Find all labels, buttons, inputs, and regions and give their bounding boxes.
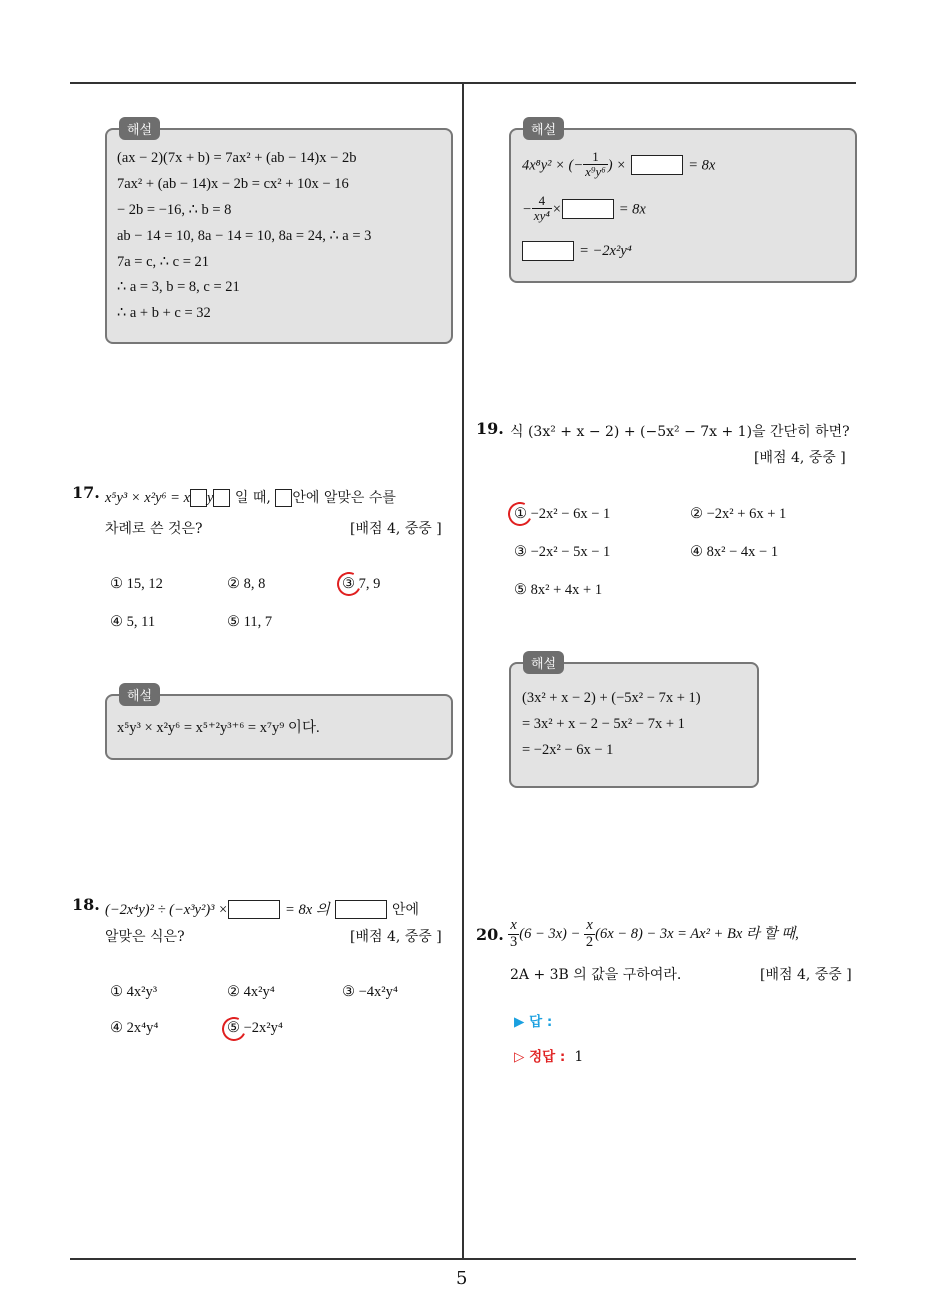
q18-exp-1b: ) × [607, 157, 627, 174]
column-divider [462, 82, 464, 1260]
q20-points: [배점 4, 중중 ] [760, 967, 852, 983]
q18-stem-text: 안에 [391, 902, 420, 918]
q18-option-5[interactable]: ⑤ −2x²y⁴ [227, 1020, 283, 1036]
explanation-tag: 해설 [523, 651, 564, 674]
explanation-tag: 해설 [119, 683, 160, 706]
q17-stem-text2: 안에 알맞은 수를 [292, 490, 396, 506]
explanation-tag: 해설 [523, 117, 564, 140]
q18-exp-2b: × [551, 201, 562, 218]
q19-points: [배점 4, 중중 ] [754, 450, 846, 466]
q17-option-3[interactable]: ③ 7, 9 [342, 576, 381, 592]
q18-option-3[interactable]: ③ −4x²y⁴ [342, 984, 398, 1000]
q20-stem-line2: 2A + 3B 의 값을 구하여라. [510, 967, 682, 983]
q16-line-5: 7a = c, ∴ c = 21 [117, 254, 210, 270]
correct-answer-value: 1 [574, 1049, 584, 1065]
q20-stem-line1 [508, 918, 799, 951]
q19-option-1[interactable]: ① −2x² − 6x − 1 [514, 506, 611, 522]
q16-line-7: ∴ a + b + c = 32 [117, 305, 211, 321]
q20-number: 20. [476, 925, 504, 944]
q17-number: 17. [72, 483, 100, 502]
bottom-rule [70, 1258, 856, 1260]
q18-option-4[interactable]: ④ 2x⁴y⁴ [110, 1020, 159, 1036]
blank-box [190, 489, 207, 507]
blank-box [335, 900, 387, 919]
fraction-numerator: 4 [532, 194, 552, 209]
q18-exp-line-1 [522, 150, 715, 180]
correct-answer-label: ▷ 정답 : [514, 1049, 566, 1065]
q17-stem-math: x⁵y³ × x²y⁶ = x [105, 490, 191, 506]
q18-number: 18. [72, 895, 100, 914]
fraction [532, 194, 552, 224]
fraction-denominator: 2 [585, 933, 594, 950]
q18-stem-line1 [105, 898, 419, 919]
q17-option-1[interactable]: ① 15, 12 [110, 576, 163, 592]
q19-option-4[interactable]: ④ 8x² − 4x − 1 [690, 544, 779, 560]
q19-number: 19. [476, 419, 504, 438]
blank-box [275, 489, 292, 507]
correct-answer-mark [334, 569, 365, 600]
correct-answer-mark [505, 499, 536, 530]
q18-exp-1c: = 8x [688, 157, 716, 174]
q16-line-4: ab − 14 = 10, 8a − 14 = 10, 8a = 24, ∴ a = 3 [117, 228, 372, 244]
fraction-numerator: 1 [583, 150, 608, 165]
q19-stem: 식 (3x² + x − 2) + (−5x² − 7x + 1)을 간단히 하면? [510, 424, 850, 440]
q18-exp-3: = −2x²y⁴ [579, 243, 632, 259]
q18-option-2[interactable]: ② 4x²y⁴ [227, 984, 275, 1000]
q18-stem-mid: = 8x 의 [285, 902, 330, 918]
q18-points: [배점 4, 중중 ] [350, 929, 442, 945]
correct-answer-line [514, 1045, 583, 1065]
q18-exp-2c: = 8x [618, 201, 646, 218]
q18-exp-line-2 [522, 194, 646, 224]
blank-box [228, 900, 280, 919]
q19-exp-line-2: = 3x² + x − 2 − 5x² − 7x + 1 [522, 716, 685, 732]
q17-stem-mid: y [207, 490, 214, 506]
q18-option-1[interactable]: ① 4x²y³ [110, 984, 158, 1000]
q20-part1: (6 − 3x) − [519, 925, 581, 942]
q17-explanation-text: x⁵y³ × x²y⁶ = x⁵⁺²y³⁺⁶ = x⁷y⁹ 이다. [117, 720, 320, 736]
answer-input-label[interactable]: ▶ 답 : [514, 1014, 553, 1030]
fraction-denominator: x⁹y⁶ [585, 164, 606, 180]
correct-answer-mark [219, 1014, 250, 1045]
q16-line-3: − 2b = −16, ∴ b = 8 [117, 202, 232, 218]
fraction-denominator: 3 [510, 933, 518, 950]
q18-stem-math: (−2x⁴y)² ÷ (−x³y²)³ × [105, 902, 228, 918]
fraction [508, 918, 519, 951]
blank-box [213, 489, 230, 507]
blank-box [522, 241, 574, 261]
q19-exp-line-3: = −2x² − 6x − 1 [522, 742, 614, 758]
q18-exp-1a: 4x⁸y² × (− [522, 157, 584, 174]
q17-option-2[interactable]: ② 8, 8 [227, 576, 266, 592]
q17-stem-line2: 차례로 쓴 것은? [105, 521, 203, 537]
q19-option-3[interactable]: ③ −2x² − 5x − 1 [514, 544, 611, 560]
q18-exp-2a: − [522, 201, 532, 218]
fraction [584, 918, 595, 951]
q19-option-5[interactable]: ⑤ 8x² + 4x + 1 [514, 582, 603, 598]
q19-option-2[interactable]: ② −2x² + 6x + 1 [690, 506, 787, 522]
explanation-tag: 해설 [119, 117, 160, 140]
fraction-numerator: x [584, 918, 595, 935]
fraction-numerator: x [508, 918, 519, 935]
q17-stem-text1: 일 때, [230, 490, 276, 506]
q16-line-1: (ax − 2)(7x + b) = 7ax² + (ab − 14)x − 2b [117, 150, 357, 166]
q18-stem-line2: 알맞은 식은? [105, 929, 185, 945]
fraction [583, 150, 608, 180]
fraction-denominator: xy⁴ [533, 208, 550, 224]
q16-line-2: 7ax² + (ab − 14)x − 2b = cx² + 10x − 16 [117, 176, 349, 192]
q17-points: [배점 4, 중중 ] [350, 521, 442, 537]
q20-part2: (6x − 8) − 3x = Ax² + Bx 라 할 때, [595, 925, 799, 942]
blank-box [562, 199, 614, 219]
page-number: 5 [456, 1268, 468, 1289]
q16-line-6: ∴ a = 3, b = 8, c = 21 [117, 279, 240, 295]
q19-exp-line-1: (3x² + x − 2) + (−5x² − 7x + 1) [522, 690, 701, 706]
q17-option-5[interactable]: ⑤ 11, 7 [227, 614, 273, 630]
blank-box [631, 155, 683, 175]
q17-option-4[interactable]: ④ 5, 11 [110, 614, 156, 630]
q18-exp-line-3 [522, 240, 632, 261]
q17-stem-line1 [105, 487, 396, 507]
